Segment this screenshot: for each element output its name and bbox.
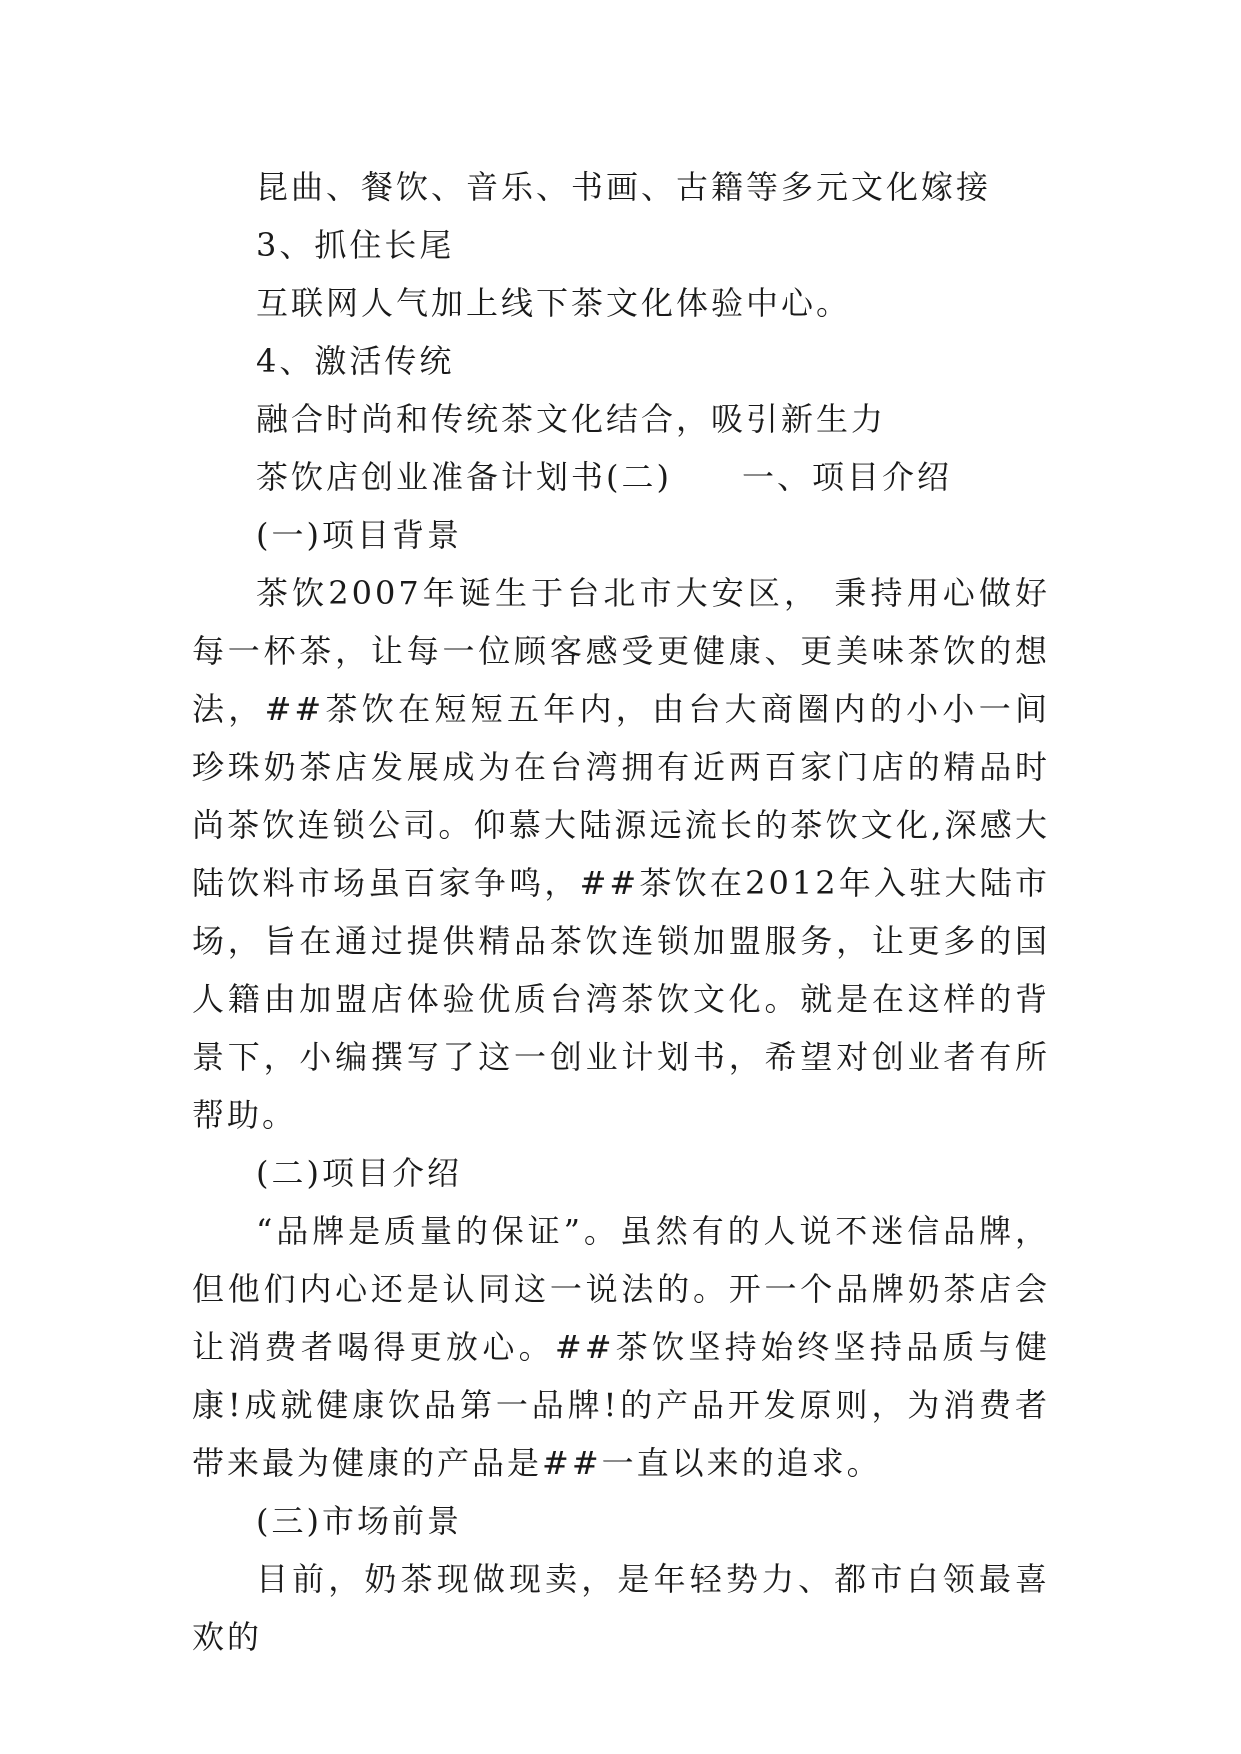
section-title-plan-two: 茶饮店创业准备计划书(二) 一、项目介绍 — [256, 458, 952, 496]
paragraph-market-outlook: 目前，奶茶现做现卖，是年轻势力、都市白领最喜欢的 — [192, 1560, 1050, 1656]
document-body — [192, 158, 1050, 1666]
heading-market-outlook: (三)市场前景 — [256, 1502, 462, 1540]
heading-project-background: (一)项目背景 — [256, 516, 462, 554]
heading-activate-tradition: 4、激活传统 — [256, 342, 455, 380]
paragraph-project-background: 茶饮2007年诞生于台北市大安区， 秉持用心做好每一杯茶，让每一位顾客感受更健康、更美味茶饮的想法，##茶饮在短短五年内，由台大商圈内的小小一间珍珠奶茶店发展成为在台湾拥有近两百家门店的精品时尚茶饮连锁公司。仰慕大陆源远流长的茶饮文化,深感大陆饮料市场虽百家争鸣，##茶饮在2012年入驻大陆市场，旨在通过提供精品茶饮连锁加盟服务，让更多的国人籍由加盟店体验优质台湾茶饮文化。就是在这样的背景下，小编撰写了这一创业计划书，希望对创业者有所帮助。 — [192, 574, 1050, 1134]
paragraph-project-intro: “品牌是质量的保证”。虽然有的人说不迷信品牌，但他们内心还是认同这一说法的。开一个品牌奶茶店会让消费者喝得更放心。##茶饮坚持始终坚持品质与健康!成就健康饮品第一品牌!的产品开发原则，为消费者带来最为健康的产品是##一直以来的追求。 — [192, 1212, 1050, 1482]
paragraph-fashion-tradition: 融合时尚和传统茶文化结合，吸引新生力 — [256, 400, 887, 438]
paragraph-online-offline: 互联网人气加上线下茶文化体验中心。 — [256, 284, 852, 322]
paragraph-culture-fusion: 昆曲、餐饮、音乐、书画、古籍等多元文化嫁接 — [256, 168, 992, 206]
heading-long-tail: 3、抓住长尾 — [256, 226, 455, 264]
heading-project-intro: (二)项目介绍 — [256, 1154, 462, 1192]
